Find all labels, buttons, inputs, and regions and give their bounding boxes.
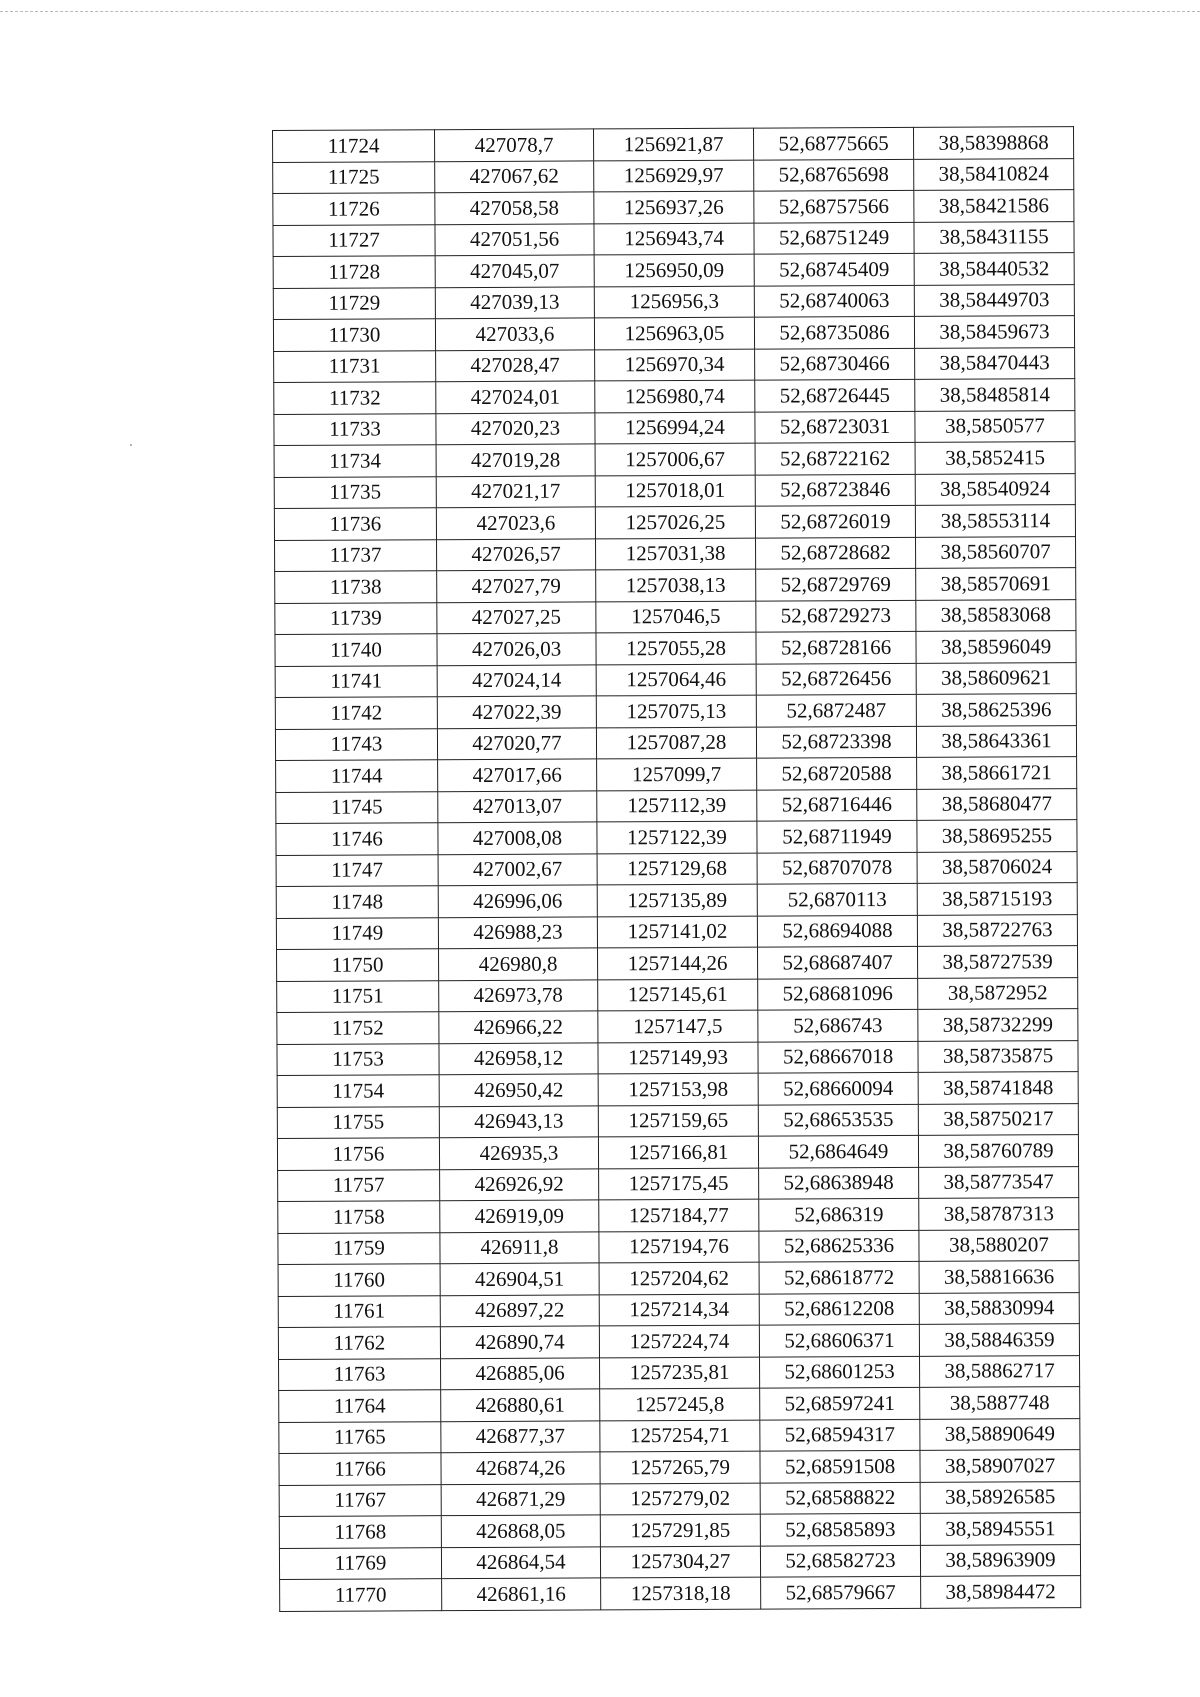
x-coordinate-cell: 427033,6 [435, 318, 594, 350]
longitude-cell: 38,58583068 [916, 599, 1076, 631]
y-coordinate-cell: 1257144,26 [598, 947, 758, 979]
longitude-cell: 38,58706024 [917, 851, 1077, 883]
latitude-cell: 52,68687407 [757, 946, 917, 978]
x-coordinate-cell: 427024,14 [437, 664, 596, 696]
table-row [273, 284, 1074, 319]
latitude-cell: 52,68729273 [756, 600, 916, 632]
x-coordinate-cell: 426871,29 [441, 1483, 600, 1515]
y-coordinate-cell: 1256929,97 [594, 160, 754, 192]
x-coordinate-cell: 427020,77 [437, 727, 596, 759]
longitude-cell: 38,58485814 [915, 379, 1075, 411]
latitude-cell: 52,68694088 [757, 915, 917, 947]
y-coordinate-cell: 1257279,02 [600, 1483, 760, 1515]
latitude-cell: 52,68606371 [759, 1324, 919, 1356]
longitude-cell: 38,58459673 [914, 316, 1074, 348]
point-number-cell: 11725 [273, 161, 435, 193]
longitude-cell: 38,58945551 [920, 1513, 1080, 1545]
table-row [276, 788, 1077, 823]
y-coordinate-cell: 1257166,81 [598, 1136, 758, 1168]
longitude-cell: 38,58715193 [917, 883, 1077, 915]
x-coordinate-cell: 426988,23 [438, 916, 597, 948]
longitude-cell: 38,58830994 [919, 1292, 1079, 1324]
x-coordinate-cell: 427051,56 [435, 223, 594, 255]
table-row [277, 1072, 1078, 1107]
x-coordinate-cell: 427045,07 [435, 255, 594, 287]
table-row [279, 1544, 1080, 1579]
longitude-cell: 38,58722763 [917, 914, 1077, 946]
longitude-cell: 38,58410824 [914, 158, 1074, 190]
point-number-cell: 11758 [278, 1201, 440, 1233]
point-number-cell: 11743 [275, 728, 437, 760]
x-coordinate-cell: 427039,13 [435, 286, 594, 318]
point-number-cell: 11757 [278, 1169, 440, 1201]
table-row [279, 1481, 1080, 1516]
table-row [279, 1450, 1080, 1485]
y-coordinate-cell: 1257087,28 [596, 727, 756, 759]
longitude-cell: 38,58540924 [915, 473, 1075, 505]
latitude-cell: 52,68726445 [755, 379, 915, 411]
y-coordinate-cell: 1257055,28 [596, 632, 756, 664]
x-coordinate-cell: 426950,42 [439, 1074, 598, 1106]
point-number-cell: 11770 [280, 1579, 442, 1611]
y-coordinate-cell: 1257099,7 [597, 758, 757, 790]
latitude-cell: 52,686743 [758, 1009, 918, 1041]
longitude-cell: 38,58760789 [918, 1135, 1078, 1167]
latitude-cell: 52,68723031 [755, 411, 915, 443]
x-coordinate-cell: 426885,06 [441, 1357, 600, 1389]
table-row [275, 631, 1076, 666]
longitude-cell: 38,58560707 [915, 536, 1075, 568]
latitude-cell: 52,68597241 [760, 1387, 920, 1419]
x-coordinate-cell: 426874,26 [441, 1452, 600, 1484]
y-coordinate-cell: 1256994,24 [595, 412, 755, 444]
point-number-cell: 11753 [277, 1043, 439, 1075]
latitude-cell: 52,68660094 [758, 1072, 918, 1104]
longitude-cell: 38,58727539 [917, 946, 1077, 978]
latitude-cell: 52,6872487 [756, 694, 916, 726]
x-coordinate-cell: 427019,28 [436, 444, 595, 476]
point-number-cell: 11761 [278, 1295, 440, 1327]
x-coordinate-cell: 426935,3 [439, 1137, 598, 1169]
scan-speck [130, 444, 132, 446]
latitude-cell: 52,68720588 [757, 757, 917, 789]
longitude-cell: 38,58741848 [918, 1072, 1078, 1104]
point-number-cell: 11727 [273, 224, 435, 256]
latitude-cell: 52,6870113 [757, 883, 917, 915]
longitude-cell: 38,58570691 [916, 568, 1076, 600]
table-row [278, 1166, 1079, 1201]
table-row [274, 442, 1075, 477]
longitude-cell: 38,58862717 [919, 1355, 1079, 1387]
y-coordinate-cell: 1256980,74 [595, 380, 755, 412]
table-row [278, 1324, 1079, 1359]
longitude-cell: 38,58470443 [915, 347, 1075, 379]
x-coordinate-cell: 426904,51 [440, 1263, 599, 1295]
latitude-cell: 52,68735086 [754, 316, 914, 348]
x-coordinate-cell: 427026,57 [437, 538, 596, 570]
table-row [279, 1513, 1080, 1548]
longitude-cell: 38,58773547 [919, 1166, 1079, 1198]
table-row [273, 127, 1074, 162]
longitude-cell: 38,5850577 [915, 410, 1075, 442]
latitude-cell: 52,68775665 [753, 127, 913, 159]
x-coordinate-cell: 427017,66 [438, 759, 597, 791]
y-coordinate-cell: 1257214,34 [599, 1294, 759, 1326]
table-row [273, 253, 1074, 288]
y-coordinate-cell: 1257026,25 [595, 506, 755, 538]
y-coordinate-cell: 1257184,77 [599, 1199, 759, 1231]
latitude-cell: 52,68591508 [760, 1450, 920, 1482]
y-coordinate-cell: 1257265,79 [600, 1451, 760, 1483]
x-coordinate-cell: 426877,37 [441, 1420, 600, 1452]
longitude-cell: 38,58787313 [919, 1198, 1079, 1230]
point-number-cell: 11741 [275, 665, 437, 697]
y-coordinate-cell: 1257291,85 [600, 1514, 760, 1546]
point-number-cell: 11742 [275, 697, 437, 729]
longitude-cell: 38,58816636 [919, 1261, 1079, 1293]
longitude-cell: 38,5852415 [915, 442, 1075, 474]
longitude-cell: 38,58421586 [914, 190, 1074, 222]
table-row [278, 1198, 1079, 1233]
y-coordinate-cell: 1256956,3 [594, 286, 754, 318]
point-number-cell: 11749 [276, 917, 438, 949]
latitude-cell: 52,68582723 [760, 1545, 920, 1577]
y-coordinate-cell: 1257304,27 [600, 1546, 760, 1578]
y-coordinate-cell: 1257135,89 [597, 884, 757, 916]
scan-edge-line [0, 11, 1200, 12]
longitude-cell: 38,58398868 [913, 127, 1073, 159]
x-coordinate-cell: 427022,39 [437, 696, 596, 728]
latitude-cell: 52,68594317 [760, 1419, 920, 1451]
point-number-cell: 11766 [279, 1453, 441, 1485]
table-row [277, 1009, 1078, 1044]
y-coordinate-cell: 1257175,45 [599, 1168, 759, 1200]
x-coordinate-cell: 426919,09 [440, 1200, 599, 1232]
y-coordinate-cell: 1256921,87 [593, 128, 753, 160]
point-number-cell: 11754 [277, 1075, 439, 1107]
point-number-cell: 11760 [278, 1264, 440, 1296]
x-coordinate-cell: 426996,06 [438, 885, 597, 917]
longitude-cell: 38,58695255 [917, 820, 1077, 852]
point-number-cell: 11767 [279, 1484, 441, 1516]
x-coordinate-cell: 427023,6 [436, 507, 595, 539]
latitude-cell: 52,68716446 [757, 789, 917, 821]
latitude-cell: 52,68740063 [754, 285, 914, 317]
table-row [279, 1355, 1080, 1390]
x-coordinate-cell: 427027,25 [437, 601, 596, 633]
latitude-cell: 52,68726019 [755, 505, 915, 537]
point-number-cell: 11732 [274, 382, 436, 414]
latitude-cell: 52,68667018 [758, 1041, 918, 1073]
point-number-cell: 11739 [275, 602, 437, 634]
point-number-cell: 11747 [276, 854, 438, 886]
table-row [273, 190, 1074, 225]
point-number-cell: 11762 [278, 1327, 440, 1359]
y-coordinate-cell: 1257018,01 [595, 475, 755, 507]
x-coordinate-cell: 426897,22 [440, 1294, 599, 1326]
latitude-cell: 52,68730466 [755, 348, 915, 380]
latitude-cell: 52,68681096 [758, 978, 918, 1010]
table-row [273, 221, 1074, 256]
longitude-cell: 38,58984472 [921, 1576, 1081, 1608]
y-coordinate-cell: 1257224,74 [599, 1325, 759, 1357]
x-coordinate-cell: 427002,67 [438, 853, 597, 885]
longitude-cell: 38,58449703 [914, 284, 1074, 316]
y-coordinate-cell: 1257254,71 [600, 1420, 760, 1452]
x-coordinate-cell: 426980,8 [439, 948, 598, 980]
latitude-cell: 52,68745409 [754, 253, 914, 285]
point-number-cell: 11748 [276, 886, 438, 918]
y-coordinate-cell: 1256970,34 [595, 349, 755, 381]
y-coordinate-cell: 1257112,39 [597, 790, 757, 822]
x-coordinate-cell: 426890,74 [440, 1326, 599, 1358]
table-row [274, 410, 1075, 445]
point-number-cell: 11735 [274, 476, 436, 508]
table-row [276, 914, 1077, 949]
point-number-cell: 11729 [273, 287, 435, 319]
latitude-cell: 52,68728682 [755, 537, 915, 569]
point-number-cell: 11744 [276, 760, 438, 792]
table-row [280, 1576, 1081, 1611]
longitude-cell: 38,5887748 [920, 1387, 1080, 1419]
x-coordinate-cell: 427078,7 [435, 129, 594, 161]
table-row [276, 820, 1077, 855]
longitude-cell: 38,5872952 [918, 977, 1078, 1009]
y-coordinate-cell: 1257064,46 [596, 664, 756, 696]
x-coordinate-cell: 426880,61 [441, 1389, 600, 1421]
y-coordinate-cell: 1257204,62 [599, 1262, 759, 1294]
x-coordinate-cell: 427021,17 [436, 475, 595, 507]
point-number-cell: 11764 [279, 1390, 441, 1422]
point-number-cell: 11730 [273, 319, 435, 351]
point-number-cell: 11737 [275, 539, 437, 571]
latitude-cell: 52,68711949 [757, 820, 917, 852]
longitude-cell: 38,58661721 [917, 757, 1077, 789]
y-coordinate-cell: 1257147,5 [598, 1010, 758, 1042]
table-row [274, 473, 1075, 508]
latitude-cell: 52,68612208 [759, 1293, 919, 1325]
x-coordinate-cell: 426864,54 [441, 1546, 600, 1578]
x-coordinate-cell: 426861,16 [442, 1578, 601, 1610]
y-coordinate-cell: 1257235,81 [600, 1357, 760, 1389]
table-row [275, 694, 1076, 729]
x-coordinate-cell: 426911,8 [440, 1231, 599, 1263]
y-coordinate-cell: 1257245,8 [600, 1388, 760, 1420]
latitude-cell: 52,68579667 [761, 1576, 921, 1608]
table-row [274, 347, 1075, 382]
latitude-cell: 52,68728166 [756, 631, 916, 663]
x-coordinate-cell: 427013,07 [438, 790, 597, 822]
table-row [277, 1040, 1078, 1075]
x-coordinate-cell: 426958,12 [439, 1042, 598, 1074]
x-coordinate-cell: 426868,05 [441, 1515, 600, 1547]
point-number-cell: 11724 [273, 130, 435, 162]
table-row [278, 1229, 1079, 1264]
latitude-cell: 52,68585893 [760, 1513, 920, 1545]
latitude-cell: 52,686319 [759, 1198, 919, 1230]
table-row [277, 977, 1078, 1012]
point-number-cell: 11763 [279, 1358, 441, 1390]
latitude-cell: 52,68625336 [759, 1230, 919, 1262]
x-coordinate-cell: 427028,47 [436, 349, 595, 381]
y-coordinate-cell: 1257046,5 [596, 601, 756, 633]
longitude-cell: 38,58553114 [915, 505, 1075, 537]
table-row [273, 158, 1074, 193]
table-row [277, 946, 1078, 981]
latitude-cell: 52,68751249 [754, 222, 914, 254]
latitude-cell: 52,68765698 [754, 159, 914, 191]
latitude-cell: 52,6864649 [758, 1135, 918, 1167]
x-coordinate-cell: 427058,58 [435, 192, 594, 224]
longitude-cell: 38,58735875 [918, 1040, 1078, 1072]
y-coordinate-cell: 1256963,05 [594, 317, 754, 349]
table-row [275, 568, 1076, 603]
y-coordinate-cell: 1257006,67 [595, 443, 755, 475]
table-row [273, 316, 1074, 351]
latitude-cell: 52,68722162 [755, 442, 915, 474]
longitude-cell: 38,58750217 [918, 1103, 1078, 1135]
y-coordinate-cell: 1257129,68 [597, 853, 757, 885]
longitude-cell: 38,58890649 [920, 1418, 1080, 1450]
point-number-cell: 11745 [276, 791, 438, 823]
y-coordinate-cell: 1257194,76 [599, 1231, 759, 1263]
point-number-cell: 11740 [275, 634, 437, 666]
x-coordinate-cell: 427027,79 [437, 570, 596, 602]
y-coordinate-cell: 1257318,18 [601, 1577, 761, 1609]
y-coordinate-cell: 1257038,13 [596, 569, 756, 601]
y-coordinate-cell: 1257145,61 [598, 979, 758, 1011]
longitude-cell: 38,58926585 [920, 1481, 1080, 1513]
latitude-cell: 52,68653535 [758, 1104, 918, 1136]
table-row [276, 851, 1077, 886]
x-coordinate-cell: 426973,78 [439, 979, 598, 1011]
longitude-cell: 38,58440532 [914, 253, 1074, 285]
latitude-cell: 52,68729769 [756, 568, 916, 600]
x-coordinate-cell: 427008,08 [438, 822, 597, 854]
y-coordinate-cell: 1257122,39 [597, 821, 757, 853]
point-number-cell: 11765 [279, 1421, 441, 1453]
y-coordinate-cell: 1257031,38 [595, 538, 755, 570]
y-coordinate-cell: 1257075,13 [596, 695, 756, 727]
point-number-cell: 11738 [275, 571, 437, 603]
y-coordinate-cell: 1256943,74 [594, 223, 754, 255]
y-coordinate-cell: 1257153,98 [598, 1073, 758, 1105]
longitude-cell: 38,58431155 [914, 221, 1074, 253]
y-coordinate-cell: 1256937,26 [594, 191, 754, 223]
coordinates-table [272, 126, 1081, 1611]
latitude-cell: 52,68723398 [756, 726, 916, 758]
table-row [275, 536, 1076, 571]
table-row [275, 599, 1076, 634]
point-number-cell: 11731 [274, 350, 436, 382]
y-coordinate-cell: 1256950,09 [594, 254, 754, 286]
table-row [275, 725, 1076, 760]
y-coordinate-cell: 1257159,65 [598, 1105, 758, 1137]
longitude-cell: 38,58846359 [919, 1324, 1079, 1356]
point-number-cell: 11768 [279, 1516, 441, 1548]
x-coordinate-cell: 426966,22 [439, 1011, 598, 1043]
table-row [277, 1135, 1078, 1170]
y-coordinate-cell: 1257149,93 [598, 1042, 758, 1074]
x-coordinate-cell: 427020,23 [436, 412, 595, 444]
longitude-cell: 38,58643361 [916, 725, 1076, 757]
point-number-cell: 11736 [274, 508, 436, 540]
latitude-cell: 52,68757566 [754, 190, 914, 222]
point-number-cell: 11726 [273, 193, 435, 225]
x-coordinate-cell: 426926,92 [440, 1168, 599, 1200]
latitude-cell: 52,68723846 [755, 474, 915, 506]
table-row [279, 1418, 1080, 1453]
x-coordinate-cell: 426943,13 [439, 1105, 598, 1137]
x-coordinate-cell: 427026,03 [437, 633, 596, 665]
longitude-cell: 38,58680477 [917, 788, 1077, 820]
longitude-cell: 38,58596049 [916, 631, 1076, 663]
table-row [275, 662, 1076, 697]
point-number-cell: 11769 [279, 1547, 441, 1579]
point-number-cell: 11755 [277, 1106, 439, 1138]
point-number-cell: 11759 [278, 1232, 440, 1264]
longitude-cell: 38,58732299 [918, 1009, 1078, 1041]
latitude-cell: 52,68638948 [759, 1167, 919, 1199]
y-coordinate-cell: 1257141,02 [597, 916, 757, 948]
longitude-cell: 38,58625396 [916, 694, 1076, 726]
x-coordinate-cell: 427024,01 [436, 381, 595, 413]
point-number-cell: 11733 [274, 413, 436, 445]
table-row [274, 379, 1075, 414]
table-row [274, 505, 1075, 540]
longitude-cell: 38,5880207 [919, 1229, 1079, 1261]
latitude-cell: 52,68588822 [760, 1482, 920, 1514]
latitude-cell: 52,68618772 [759, 1261, 919, 1293]
table-row [276, 883, 1077, 918]
point-number-cell: 11751 [277, 980, 439, 1012]
table-row [279, 1387, 1080, 1422]
table-row [278, 1261, 1079, 1296]
longitude-cell: 38,58609621 [916, 662, 1076, 694]
table-row [278, 1292, 1079, 1327]
latitude-cell: 52,68726456 [756, 663, 916, 695]
x-coordinate-cell: 427067,62 [435, 160, 594, 192]
point-number-cell: 11750 [277, 949, 439, 981]
latitude-cell: 52,68601253 [760, 1356, 920, 1388]
point-number-cell: 11756 [277, 1138, 439, 1170]
longitude-cell: 38,58907027 [920, 1450, 1080, 1482]
point-number-cell: 11734 [274, 445, 436, 477]
point-number-cell: 11746 [276, 823, 438, 855]
coordinates-table-body [273, 127, 1081, 1611]
point-number-cell: 11728 [273, 256, 435, 288]
table-row [276, 757, 1077, 792]
latitude-cell: 52,68707078 [757, 852, 917, 884]
table-row [277, 1103, 1078, 1138]
longitude-cell: 38,58963909 [920, 1544, 1080, 1576]
point-number-cell: 11752 [277, 1012, 439, 1044]
